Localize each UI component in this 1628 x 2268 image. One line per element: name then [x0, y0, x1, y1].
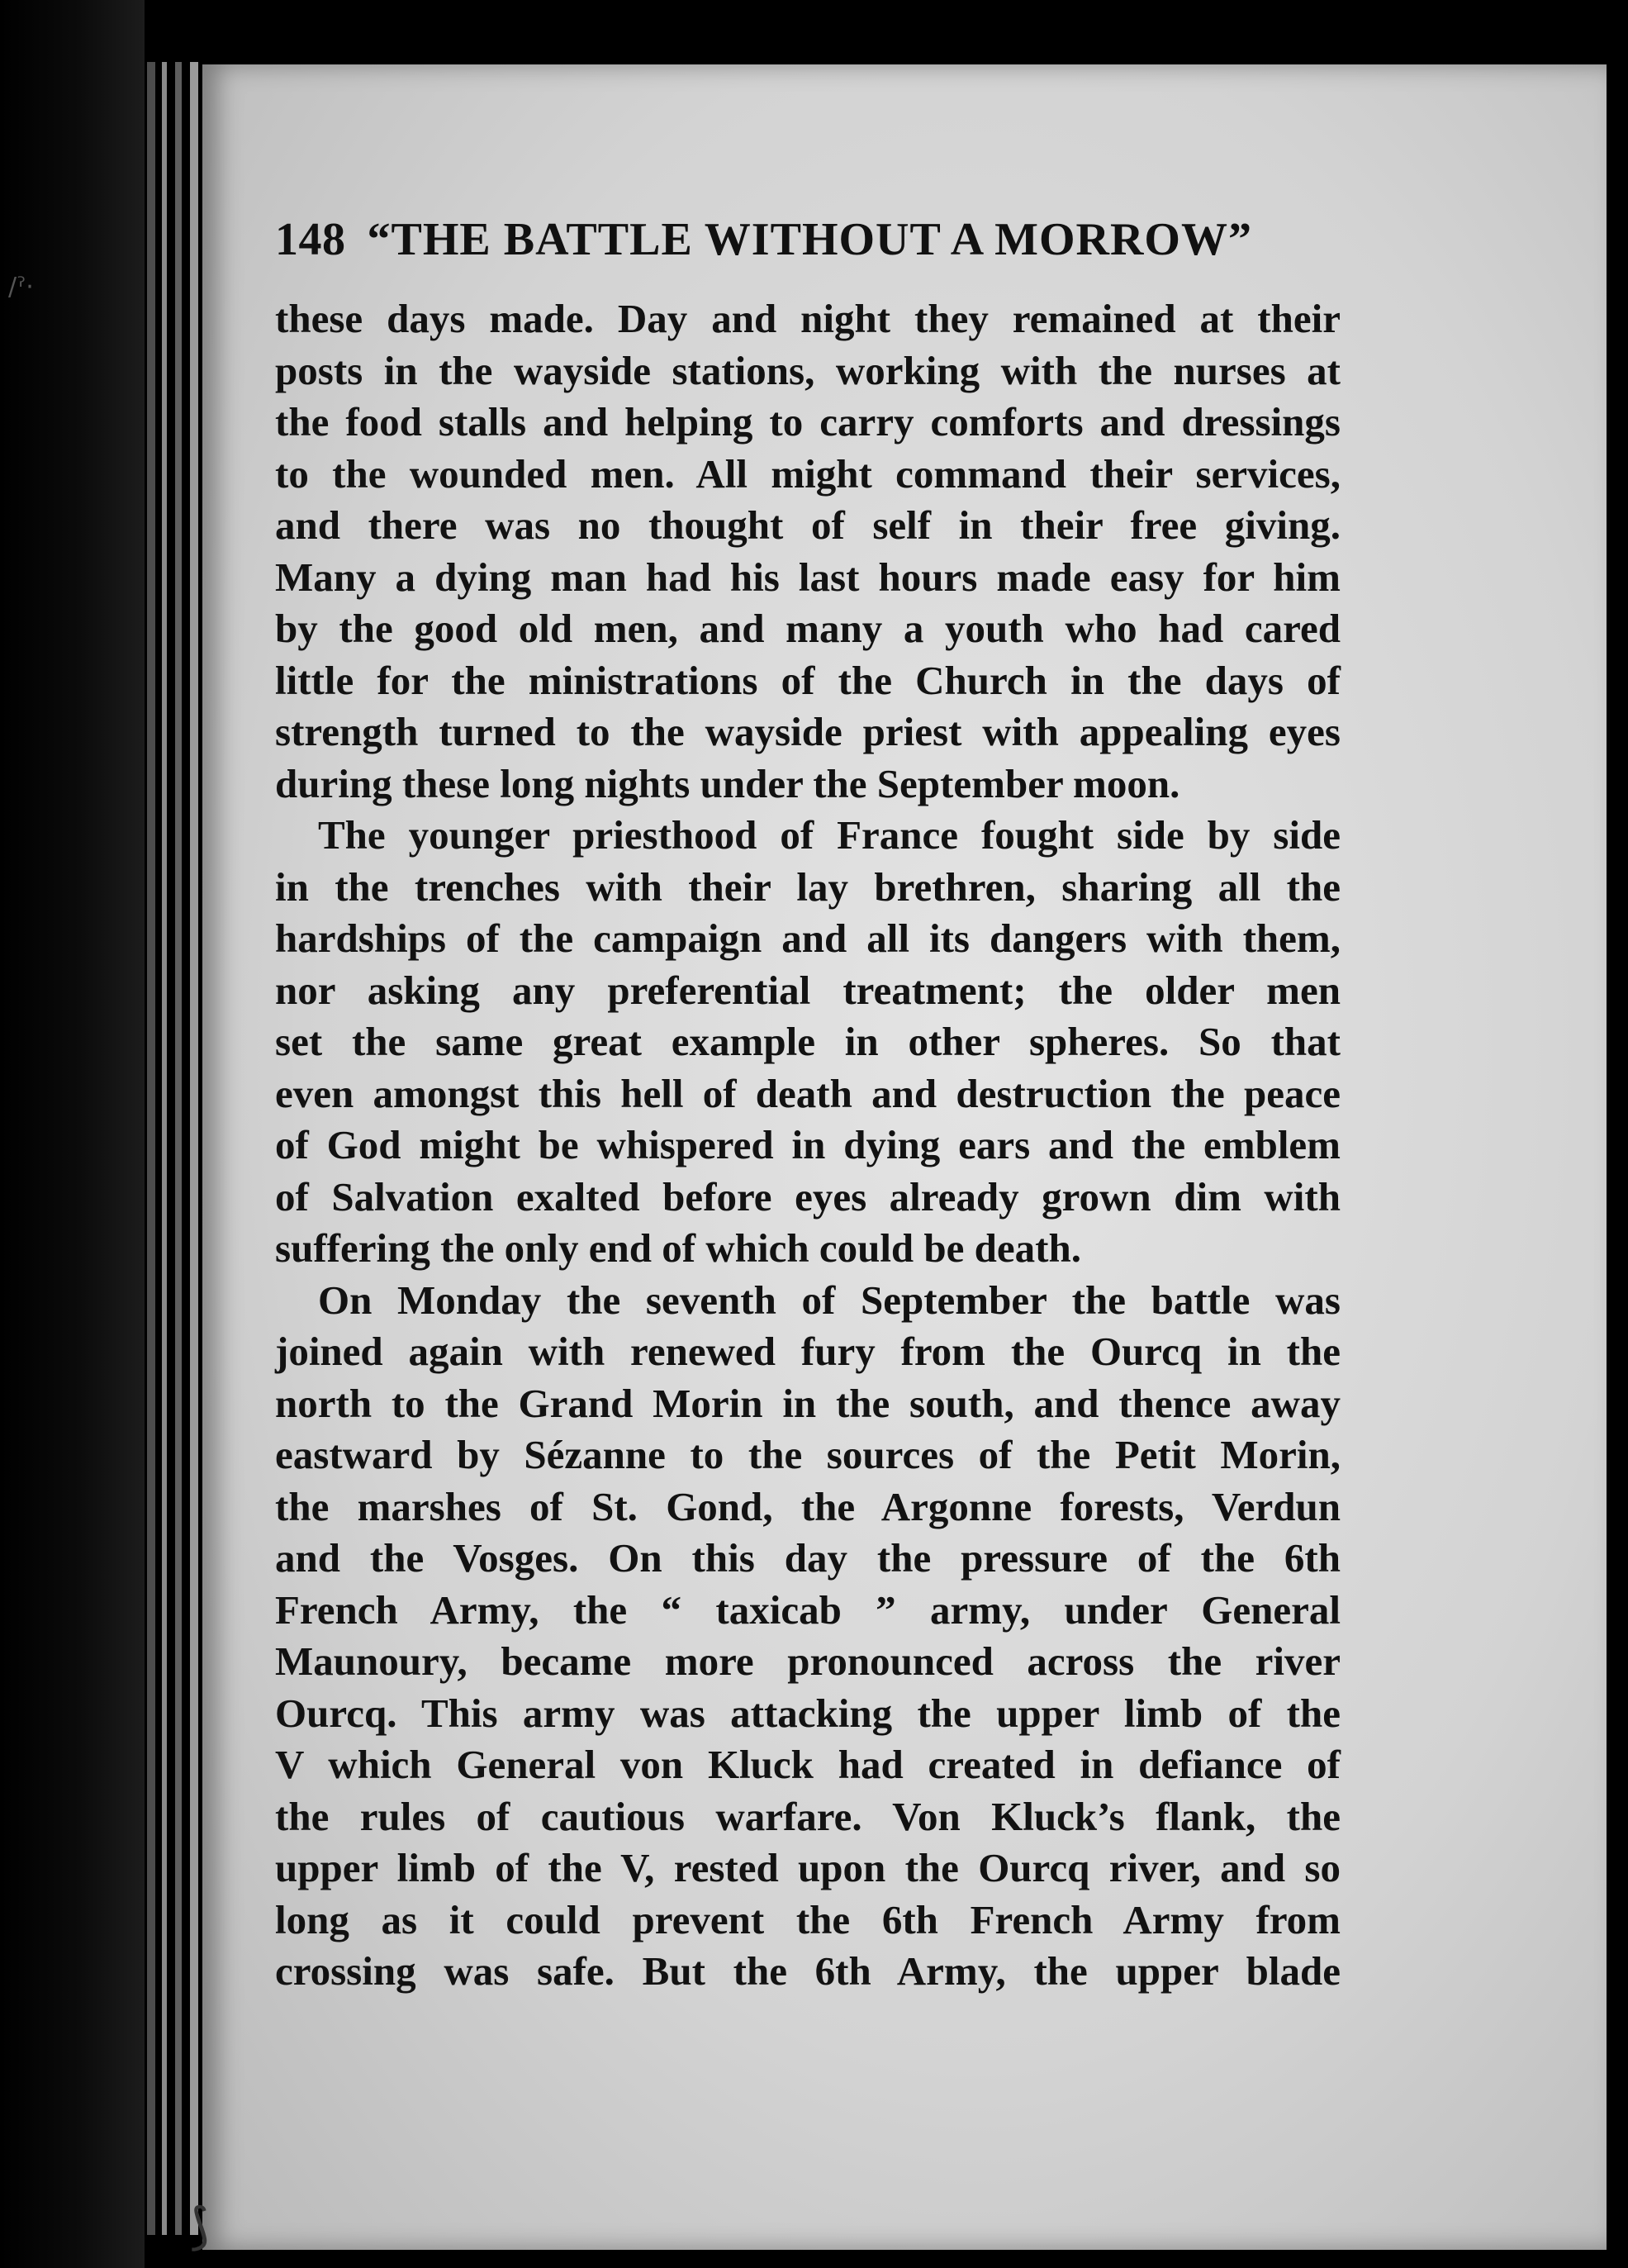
- page-number: 148: [275, 214, 346, 265]
- page-edge: [147, 62, 155, 2235]
- corner-clip-mark: ⟆: [190, 2198, 210, 2256]
- text-line: crossing was safe. But the 6th Army, the upper blade: [275, 1948, 1341, 1994]
- body-text: [275, 293, 1341, 1998]
- text-line: to the wounded men. All might command their services,: [275, 450, 1341, 497]
- text-line: the marshes of St. Gond, the Argonne forests, Verdun: [275, 1483, 1341, 1529]
- text-line: the rules of cautious warfare. Von Kluck’s flank, the: [275, 1793, 1341, 1839]
- text-line: of Salvation exalted before eyes already grown dim with: [275, 1173, 1341, 1220]
- text-line: suffering the only end of which could be death.: [275, 1225, 1082, 1271]
- text-line: nor asking any preferential treatment; the older men: [275, 967, 1341, 1013]
- text-line: hardships of the campaign and all its dangers with them,: [275, 915, 1341, 961]
- running-title: “THE BATTLE WITHOUT A MORROW”: [367, 214, 1252, 265]
- text-line: Maunoury, became more pronounced across the river: [275, 1638, 1341, 1684]
- running-header: [275, 213, 1341, 266]
- text-line: and the Vosges. On this day the pressure of the 6th: [275, 1535, 1341, 1581]
- text-line: posts in the wayside stations, working with the nurses at: [275, 347, 1341, 393]
- text-line: north to the Grand Morin in the south, and thence away: [275, 1380, 1341, 1426]
- text-line: of God might be whispered in dying ears and the emblem: [275, 1122, 1341, 1167]
- text-line: V which General von Kluck had created in defiance of: [275, 1742, 1341, 1787]
- paragraph-first-line: The younger priesthood of France fought side by side: [318, 812, 1341, 858]
- text-line: Ourcq. This army was attacking the upper limb of the: [275, 1690, 1341, 1736]
- text-line: set the same great example in other spheres. So that: [275, 1019, 1341, 1064]
- margin-scribble: /ˀ·: [8, 273, 34, 302]
- text-line: by the good old men, and many a youth who had cared: [275, 606, 1341, 651]
- text-line: upper limb of the V, rested upon the Ourcq river, and so: [275, 1845, 1341, 1890]
- text-line: joined again with renewed fury from the Ourcq in the: [275, 1329, 1341, 1374]
- text-line: these days made. Day and night they remained at their: [275, 296, 1341, 341]
- text-line: even amongst this hell of death and destruction the peace: [275, 1070, 1341, 1116]
- text-line: French Army, the “ taxicab ” army, under General: [275, 1586, 1341, 1633]
- text-line: the food stalls and helping to carry comforts and dressings: [275, 399, 1341, 445]
- text-line: in the trenches with their lay brethren, sharing all the: [275, 863, 1341, 910]
- text-line: Many a dying man had his last hours made easy for him: [275, 554, 1341, 600]
- text-line: little for the ministrations of the Church in the days of: [275, 657, 1341, 703]
- page-edge: [190, 62, 198, 2235]
- text-line: long as it could prevent the 6th French Army from: [275, 1896, 1341, 1942]
- paragraph-first-line: On Monday the seventh of September the battle was: [318, 1277, 1341, 1323]
- page-edge: [162, 62, 167, 2235]
- text-line: strength turned to the wayside priest with appealing eyes: [275, 709, 1341, 754]
- page-edge: [175, 62, 182, 2235]
- book-binding-margin: [0, 0, 145, 2268]
- text-line: and there was no thought of self in their free giving.: [275, 502, 1341, 548]
- text-line: eastward by Sézanne to the sources of the Petit Morin,: [275, 1432, 1341, 1477]
- text-line: during these long nights under the September moon.: [275, 760, 1180, 806]
